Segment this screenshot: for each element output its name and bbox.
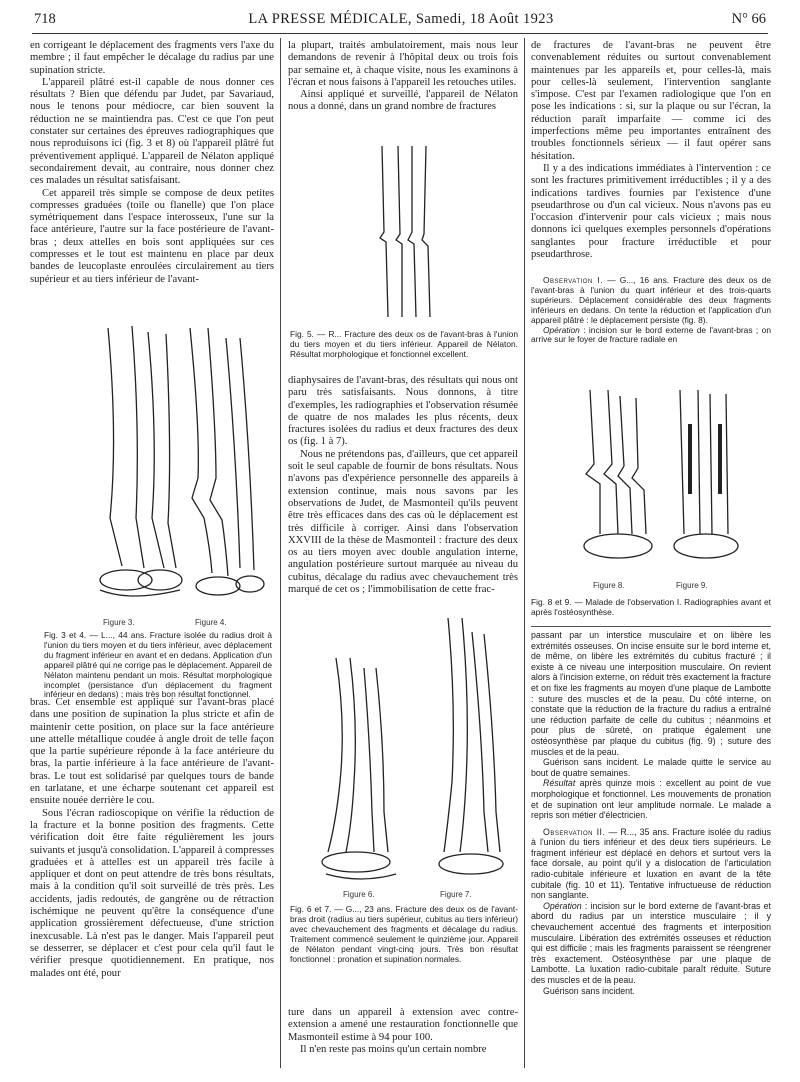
issue-number: N° 66: [731, 11, 766, 27]
paragraph: de fractures de l'avant-bras ne peuvent être convenablement réduites ou surtout convenablement maintenues par les appareils et, pour celles-là, mais pour celles-là seulement, l'intervention sanglante s'impose. C'est par l'examen radiologique que l'on en pose les indications : si, sur la plaque ou sur l'écran, la réduction paraît imparfaite — comme ici des imperfections même peu importantes entraînent des troubles fonctionnels sérieux — il faut opérer sans hésitation.: [531, 40, 771, 162]
paragraph: Il y a des indications immédiates à l'intervention : ce sont les fractures primitivement irréductibles ; il y a des indications tardives fournies par l'existence d'une pseudarthrose ou d'un cal vicieux. Nous n'avons pas eu l'occasion d'intervenir pour cals vicieux ; mais nous donnons ici quelques exemples personnels d'opérations sanglantes pour fracture irréductible et pour pseudarthrose.: [531, 162, 771, 261]
column-3-bottom: [531, 630, 771, 996]
column-divider-2: [524, 38, 525, 1068]
column-2-middle: [288, 375, 518, 596]
figure-8-label: Figure 8.: [593, 581, 625, 590]
figure-6-label: Figure 6.: [343, 890, 375, 899]
header-rule: [32, 33, 768, 34]
page-header: [22, 8, 780, 30]
figure-6-7-radiograph: [306, 612, 516, 882]
paragraph: la plupart, traités ambulatoirement, mais nous leur demandons de revenir à l'hôpital deux ou trois fois par semaine et, à chaque visite, nous les examinons à l'écran et nous faisons à l'appareil les retouches utiles.: [288, 40, 518, 88]
paragraph: L'appareil plâtré est-il capable de nous donner ces résultats ? Bien que défendu par Judet, par Savariaud, nous le tenons pour médiocre, car bien souvent la réduction ne se maintiendra pas. C'est ce que l'on peut constater sur certaines des épreuves radiographiques que nous reproduisons ici (fig. 3 et 8) où l'appareil plâtré fut préventivement appliqué. L'appareil de Nélaton appliqué secondairement devait, au contraire, nous donner chez ces malades un résultat satisfaisant.: [30, 76, 274, 187]
column-1-top: [30, 40, 274, 286]
paragraph: Il n'en reste pas moins qu'un certain nombre: [300, 1043, 487, 1055]
column-3-top: [531, 40, 771, 261]
operation-label: Opération: [543, 324, 580, 335]
paragraph: Nous ne prétendons pas, d'ailleurs, que cet appareil soit le seul capable de fournir de bons résultats. Nous n'avons pas d'expérience personnelle des appareils à extension continue, mais nous savons par les observations de Judet, de Masmonteil qu'ils peuvent être très efficaces dans des cas où le déplacement est très difficile à corriger. Ainsi dans l'observation XXVIII de la thèse de Masmonteil : fracture des deux os au tiers moyen avec double angulation interne, angulation postérieure surtout marquée au niveau du cubitus, décalage du radius avec chevauchement très marqué de cet os ; l'immobilisation de cette frac-: [288, 448, 518, 596]
figure-4-label: Figure 4.: [195, 618, 227, 627]
figure-5-radiograph: [340, 142, 460, 322]
observation-2-heading: Observation II.: [543, 826, 606, 837]
page-number: 718: [34, 11, 56, 27]
observation-1-heading: Observation I.: [543, 275, 604, 285]
column-2-bottom: [288, 1007, 518, 1056]
figure-3-label: Figure 3.: [103, 618, 135, 627]
result-text: après quinze mois : excellent au point de vue morphologique et fonctionnel. Les mouvements de pronation et de supination ont leur amplitude normale. Le malade a repris son métier d'électricien.: [531, 778, 771, 821]
operation-2-text: : incision sur le bord externe de l'avant-bras et abord du radius par un interstice musculaire ; il y chevauchement accentué des fragments et interposition musculaire. Libération des extrémités osseuses et réduction qui est difficile ; mais les fragments paraissent se réengrener très exactement. Ostéosynthèse par une plaque de Lambotte. La luxation radio-cubitale paraît réduite. Suture des muscles et de la peau.: [531, 900, 771, 985]
paragraph: Sous l'écran radioscopique on vérifie la réduction de la fracture et la bonne position des fragments. Cette vérification doit être faite régulièrement les jours suivants et jusqu'à consolidation. L'appareil à compresses graduées et à attelles est un appareil très facile à appliquer et dont on peut attendre de très bons résultats, mais à la condition qu'il soit surveillé de très près. Les accidents, jadis redoutés, de gangrène ou de rétraction ischémique ne peuvent qu'être la conséquence d'une application grossièrement défectueuse, d'une striction inexcusable. Là n'est pas le danger. Mais l'appareil peut se desserrer, se déplacer et c'est pour cela qu'il faut le vérifier presque quotidiennement. En pratique, nos malades ont été, pour: [30, 807, 274, 979]
figure-6-7-caption: Fig. 6 et 7. — G..., 23 ans. Fracture des deux os de l'avant-bras droit (radius au tiers supérieur, cubitus au tiers inférieur) avec chevauchement des fragments et décalage du radius. Traitement commencé seulement le quinzième jour. Appareil de Nélaton pendant vingt-cinq jours. Très bon résultat fonctionnel : pronation et supination normales.: [290, 904, 518, 964]
figure-separator: [531, 626, 771, 627]
observation-1-text: — G..., 16 ans. Fracture des deux os de l'avant-bras à l'union du quart inférieur et des trois-quarts supérieurs. Déplacement considérable des deux fragments inférieurs en dedans. On tente la réduction et l'application d'un appareil plâtré : le déplacement persiste (fig. 8).: [531, 275, 771, 325]
figure-3-4-radiograph: [40, 318, 270, 608]
paragraph: en corrigeant le déplacement des fragments vers l'axe du membre ; il faut empêcher le décalage du radius par une supination stricte.: [30, 40, 274, 76]
column-divider-1: [280, 38, 281, 1068]
operation-2-label: Opération: [543, 900, 582, 911]
paragraph: Guérison sans incident.: [543, 985, 635, 996]
figure-9-label: Figure 9.: [676, 581, 708, 590]
figure-3-4-caption: Fig. 3 et 4. — L..., 44 ans. Fracture isolée du radius droit à l'union du tiers moyen et du tiers inférieur, avec déplacement du fragment inférieur en avant et en dedans. Application d'un appareil plâtré qui ne corrige pas le déplacement. Appareil de Nélaton maintenu pendant un mois. Résultat morphologique incomplet (persistance d'un déplacement du fragment inférieur en dedans) ; mais très bon résultat fonctionnel.: [44, 630, 272, 700]
paragraph: ture dans un appareil à extension avec contre-extension a amené une restauration fonctionnelle que Masmonteil estime à 94 pour 100.: [288, 1007, 518, 1043]
figure-8-9-radiograph: [560, 384, 770, 584]
journal-title: LA PRESSE MÉDICALE, Samedi, 18 Août 1923: [248, 11, 554, 27]
paragraph: bras. Cet ensemble est appliqué sur l'avant-bras placé dans une position de supination la plus stricte et afin de maintenir cette position, on place sur la face antérieure une attelle métallique coudée à angle droit de telle façon que la partie supérieure réponde à la face antérieure du bras, la partie inférieure à la face antérieure de l'avant-bras. Le tout est solidarisé par quelques tours de bande en tarlatane, et une écharpe soutenant cet appareil est ensuite nouée derrière le cou.: [30, 697, 274, 807]
paragraph: Ainsi appliqué et surveillé, l'appareil de Nélaton nous a donné, dans un grand nombre de fractures: [288, 89, 518, 113]
figure-7-label: Figure 7.: [440, 890, 472, 899]
paragraph: Cet appareil très simple se compose de deux petites compresses graduées (toile ou flanelle) que l'on place symétriquement dans l'espace interosseux, l'une sur la face antérieure, l'autre sur la face postérieure de l'avant-bras ; deux attelles en bois sont appliquées sur ces compresses et le tout est maintenu en place par deux bandes de leucoplaste enroulées circulairement au tiers supérieur et au tiers inférieur de l'avant-: [30, 187, 274, 285]
figure-5-caption: Fig. 5. — R... Fracture des deux os de l'avant-bras à l'union du tiers moyen et du tiers inférieur. Appareil de Nélaton. Résultat morphologique et fonctionnel excellent.: [290, 329, 518, 359]
paragraph: passant par un interstice musculaire et on libère les extrémités osseuses. On incise ensuite sur le bord interne et, de même, on libère les extrémités du cubitus fracturé ; il existe à ce niveau une interposition musculaire. On revient alors à l'incision externe, on réduit très exactement la fracture et on fixe les fragments au moyen d'une plaque de Lambotte : suture des muscles et de la peau. Du côté interne, on constate que la réduction de la fracture du radius a entraîné une réduction parfaite de celle du cubitus ; néanmoins et pour plus de sûreté, on pratique également une ostéosynthèse par plaque du cubitus (fig. 9) ; suture des muscles et de la peau.: [531, 630, 771, 757]
paragraph: diaphysaires de l'avant-bras, des résultats qui nous ont paru très satisfaisants. Nous donnons, à titre d'exemples, les radiographies et l'observation résumée de quatre de nos malades les plus récents, deux fractures isolées du radius et deux fractures des deux os (fig. 1 à 7).: [288, 375, 518, 448]
column-1-bottom: [30, 697, 274, 980]
result-label: Résultat: [543, 778, 576, 789]
column-2-top: [288, 40, 518, 114]
figure-8-9-caption: Fig. 8 et 9. — Malade de l'observation I. Radiographies avant et après l'ostéosynthèse.: [531, 597, 771, 617]
paragraph: Guérison sans incident. Le malade quitte le service au bout de quatre semaines.: [531, 757, 771, 778]
observation-2-text: — R..., 35 ans. Fracture isolée du radius à l'union du tiers inférieur et des deux tiers supérieurs. Le fragment inférieur est déplacé en dehors et surtout vers la face dorsale, au point qu'il y a dislocation de l'articulation radio-cubitale inférieure et luxation en avant de la tête cubitale (fig. 10 et 11). Tentative infructueuse de réduction non sanglante.: [531, 826, 772, 901]
operation-text: : incision sur le bord externe de l'avant-bras ; on arrive sur le foyer de fracture radiale en: [531, 324, 771, 345]
observation-1: [531, 276, 771, 345]
